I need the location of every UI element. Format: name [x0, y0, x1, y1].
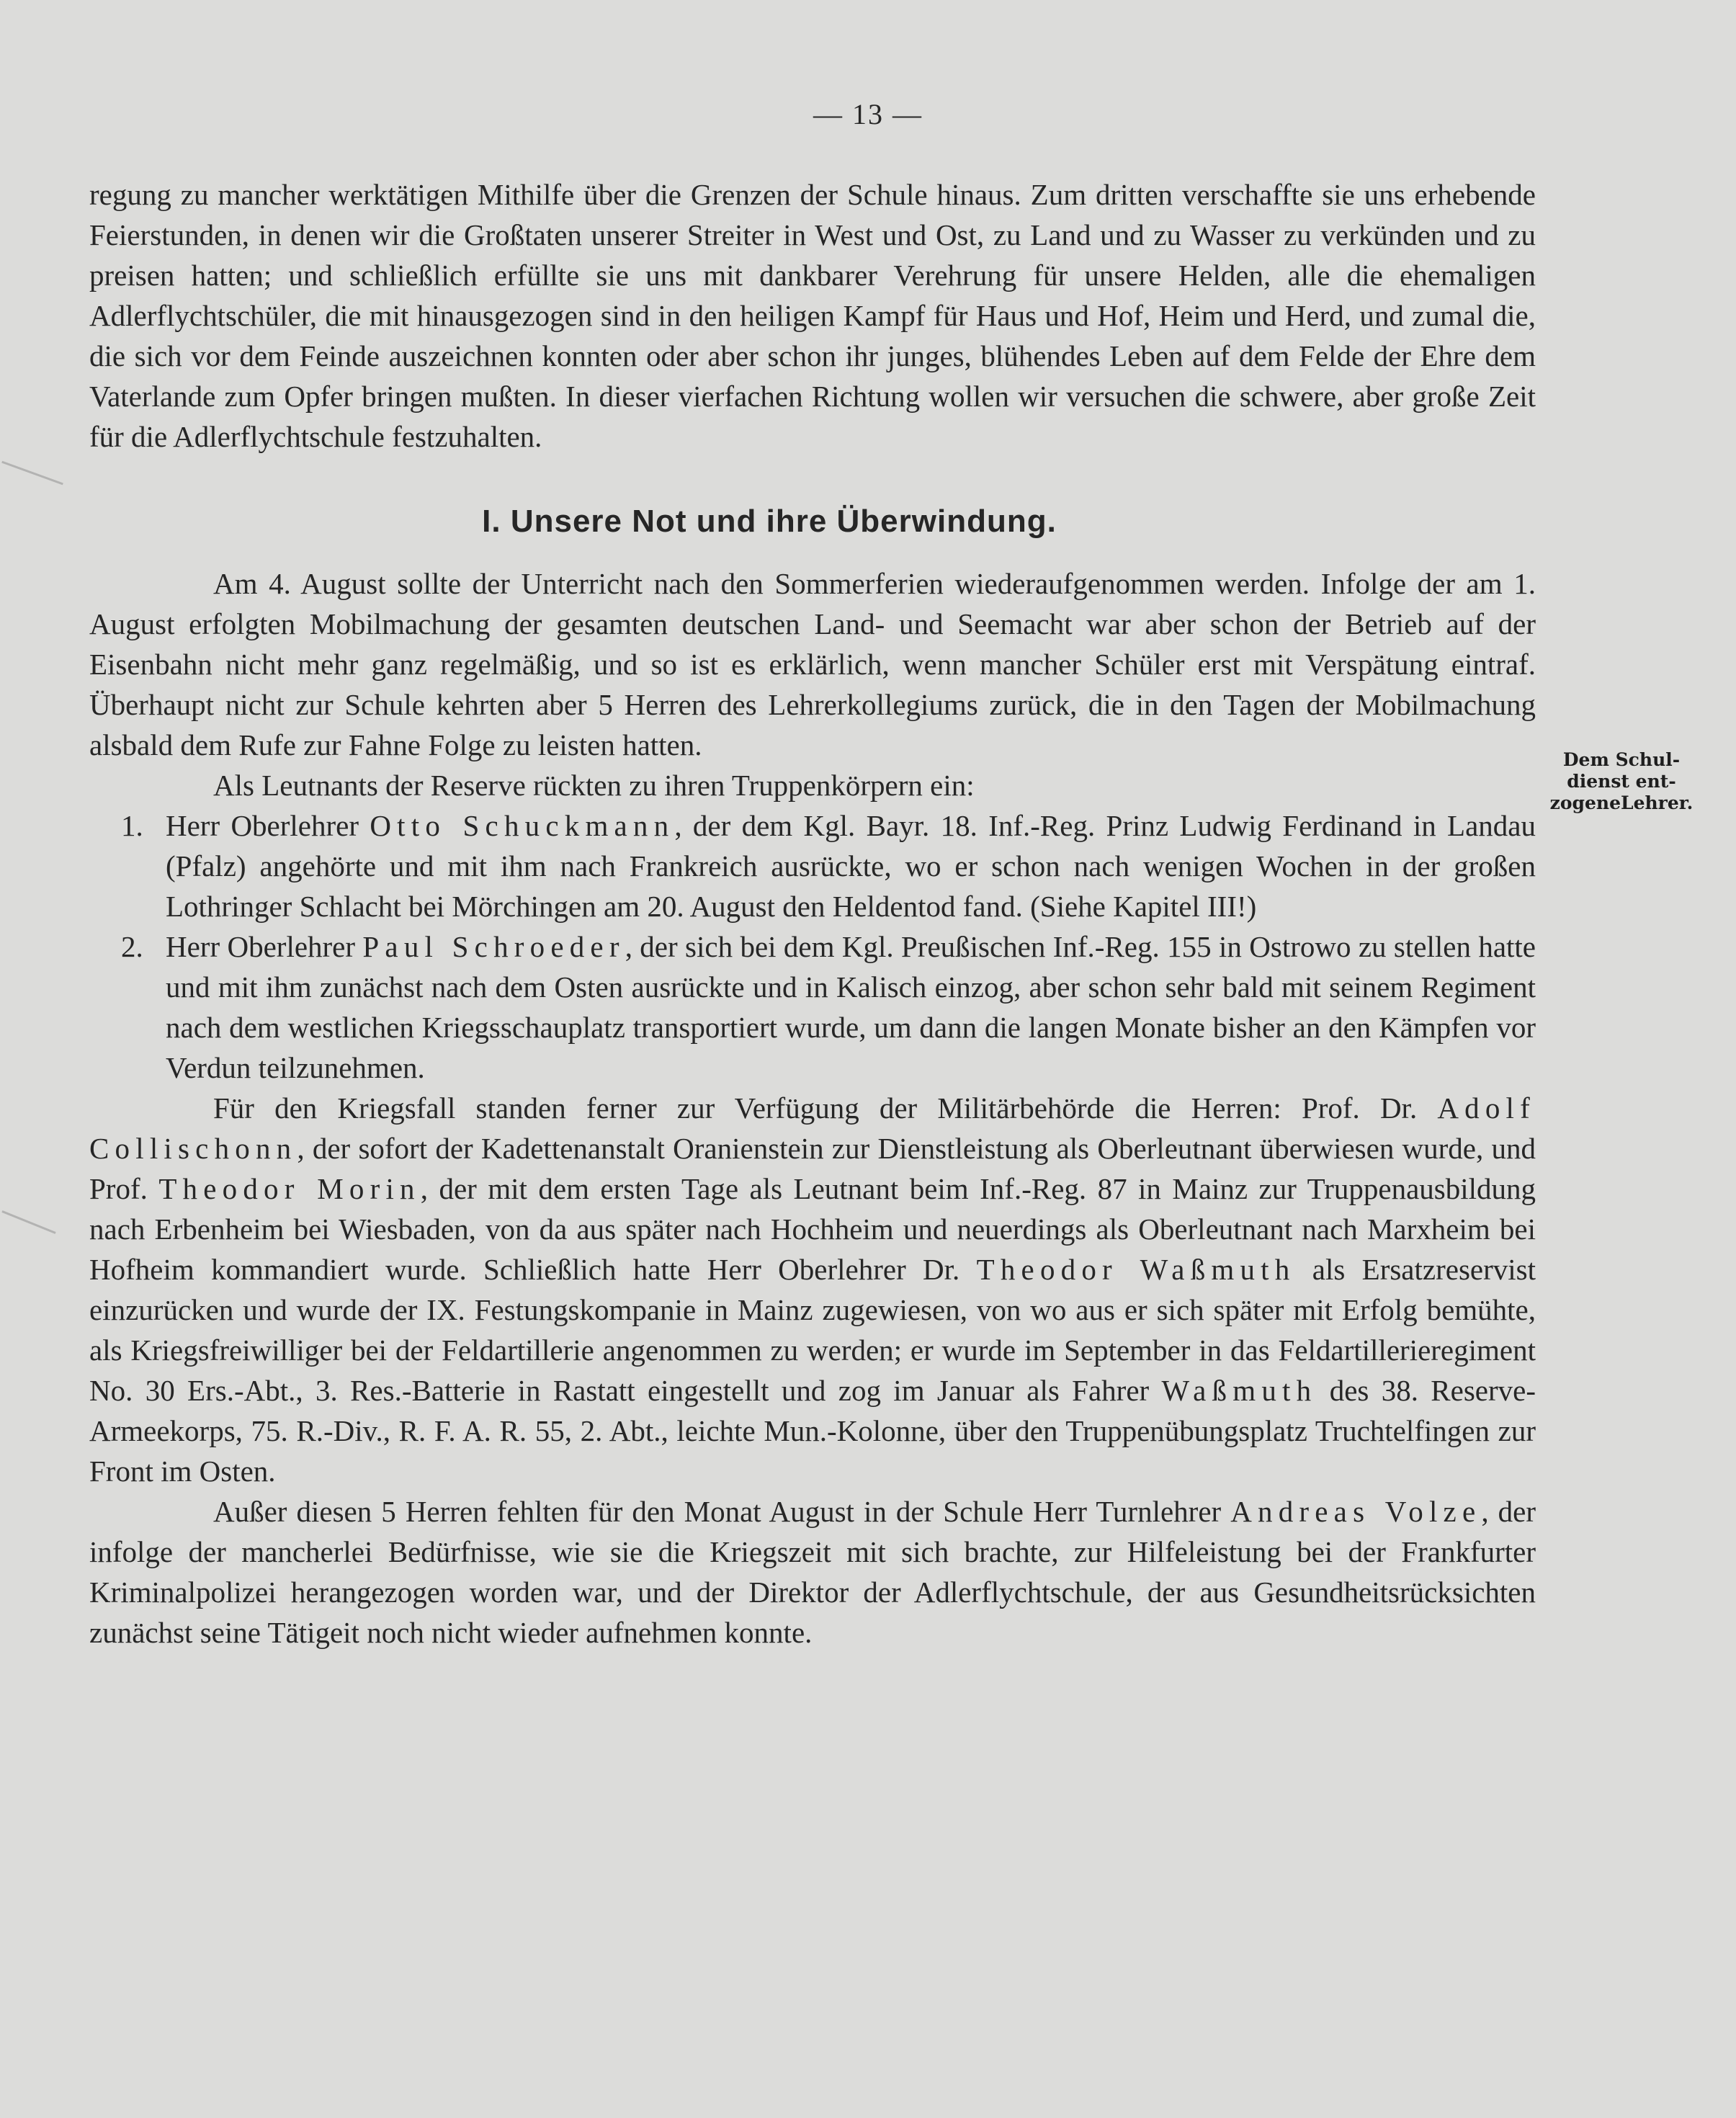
list-item	[89, 805, 1536, 926]
person-name: Theodor Morin	[158, 1172, 421, 1205]
list-item-text-after: , der dem Kgl. Bayr. 18. Inf.-Reg. Prinz Ludwig Ferdinand in Landau (Pfalz) angehörte und mit ihm nach Frankreich ausrückte, wo er schon nach wenigen Wochen in der großen Lothringer Schlacht bei Mörchingen am 20. August den Heldentod fand. (Siehe Kapitel III!)	[166, 809, 1536, 923]
scan-mark	[1, 461, 63, 486]
list-item-number: 2.	[121, 930, 143, 963]
text-run: als Ersatzreservist einzurücken und wurde der IX. Festungskompanie in Mainz zugewiesen, von wo aus er sich später mit Erfolg bemühte, als Kriegsfreiwilliger bei der Feldartillerie angenommen zu werden; er wurde im September in das Feldartillerieregiment No. 30 Ers.-Abt., 3. Res.-Batterie in Rastatt eingestellt und zog im Januar als Fahrer	[89, 1253, 1536, 1407]
list-item-text-after: , der sich bei dem Kgl. Preußischen Inf.-Reg. 155 in Ostrowo zu stellen hatte und mit ihm zunächst nach dem Osten ausrückte und in Kalisch einzog, aber schon sehr bald mit seinem Regiment nach dem westlichen Kriegsschauplatz transportiert wurde, um dann die langen Monate bisher an den Kämpfen vor Verdun teilzunehmen.	[166, 930, 1536, 1084]
list-item	[89, 926, 1536, 1088]
page-body	[89, 174, 1536, 1653]
text-run: , der infolge der mancherlei Bedürfnisse, wie sie die Kriegszeit mit sich brachte, zur Hilfeleistung bei der Frankfurter Kriminalpolizei herangezogen worden war, und der Direktor der Adlerflychtschule, der aus Gesundheitsrücksichten zunächst seine Tätigeit noch nicht wieder aufnehmen konnte.	[89, 1495, 1536, 1649]
list-item-number: 1.	[121, 809, 143, 842]
scan-mark	[1, 1210, 55, 1234]
section-heading: I. Unsere Not und ihre Überwindung.	[482, 504, 1057, 539]
person-name: Paul Schroeder	[362, 930, 625, 963]
person-name: Adolf Collischonn	[89, 1091, 1536, 1165]
paragraph-reserve-lieutenants: Als Leutnants der Reserve rückten zu ihren Truppenkörpern ein:	[213, 769, 975, 802]
text-run: des 38. Reserve-Armeekorps, 75. R.-Div., R. F. A. R. 55, 2. Abt., leichte Mun.-Kolonne, über den Truppenübungsplatz Truchtelfingen zur Front im Osten.	[89, 1374, 1536, 1488]
list-item-text-before: Herr Oberlehrer	[166, 930, 363, 963]
person-name: Waßmuth	[1161, 1374, 1317, 1407]
text-run: , der sofort der Kadettenanstalt Oranienstein zur Dienstleistung als Oberleutnant überwiesen wurde, und Prof.	[89, 1132, 1536, 1205]
text-run: Für den Kriegsfall standen ferner zur Verfügung der Militärbehörde die Herren: Prof. Dr.	[213, 1091, 1438, 1125]
text-run: , der mit dem ersten Tage als Leutnant beim Inf.-Reg. 87 in Mainz zur Truppenausbildung nach Erbenheim bei Wiesbaden, von da aus später nach Hochheim und neuerdings als Oberleutnant nach Marxheim bei Hofheim kommandiert wurde. Schließlich hatte Herr Oberlehrer Dr.	[89, 1172, 1536, 1286]
paragraph-mobilization: Am 4. August sollte der Unterricht nach den Sommerferien wiederaufgenommen werden. Infolge der am 1. August erfolgten Mobilmachung der gesamten deutschen Land- und Seemacht war aber schon der Betrieb auf der Eisenbahn nicht mehr ganz regelmäßig, und so ist es erklärlich, wenn mancher Schüler erst mit Verspätung eintraf. Überhaupt nicht zur Schule kehrten aber 5 Herren des Lehrerkollegiums zurück, die in den Tagen der Mobilmachung alsbald dem Rufe zur Fahne Folge zu leisten hatten.	[89, 567, 1536, 761]
paragraph-absences	[89, 1491, 1536, 1653]
person-name: Theodor Waßmuth	[976, 1253, 1296, 1286]
margin-note: Dem Schul-dienst ent-zogeneLehrer.	[1549, 749, 1694, 813]
person-name: Otto Schuckmann	[370, 809, 675, 842]
intro-paragraph: regung zu mancher werktätigen Mithilfe über die Grenzen der Schule hinaus. Zum dritten verschaffte sie uns erhebende Feierstunden, in denen wir die Großtaten unserer Streiter in West und Ost, zu Land und zu Wasser zu verkünden und zu preisen hatten; und schließlich erfüllte sie uns mit dankbarer Verehrung für unsere Helden, alle die ehemaligen Adlerflychtschüler, die mit hinausgezogen sind in den heiligen Kampf für Haus und Hof, Heim und Herd, und zumal die, die sich vor dem Feinde auszeichnen konnten oder aber schon ihr junges, blühendes Leben auf dem Felde der Ehre dem Vaterlande zum Opfer bringen mußten. In dieser vierfachen Richtung wollen wir versuchen die schwere, aber große Zeit für die Adlerflychtschule festzuhalten.	[89, 178, 1536, 453]
paragraph-war-assignments	[89, 1088, 1536, 1491]
text-run: Außer diesen 5 Herren fehlten für den Monat August in der Schule Herr Turnlehrer	[213, 1495, 1231, 1528]
list-item-text-before: Herr Oberlehrer	[166, 809, 370, 842]
person-name: Andreas Volze	[1230, 1495, 1482, 1528]
page-number: — 13 —	[813, 98, 923, 130]
